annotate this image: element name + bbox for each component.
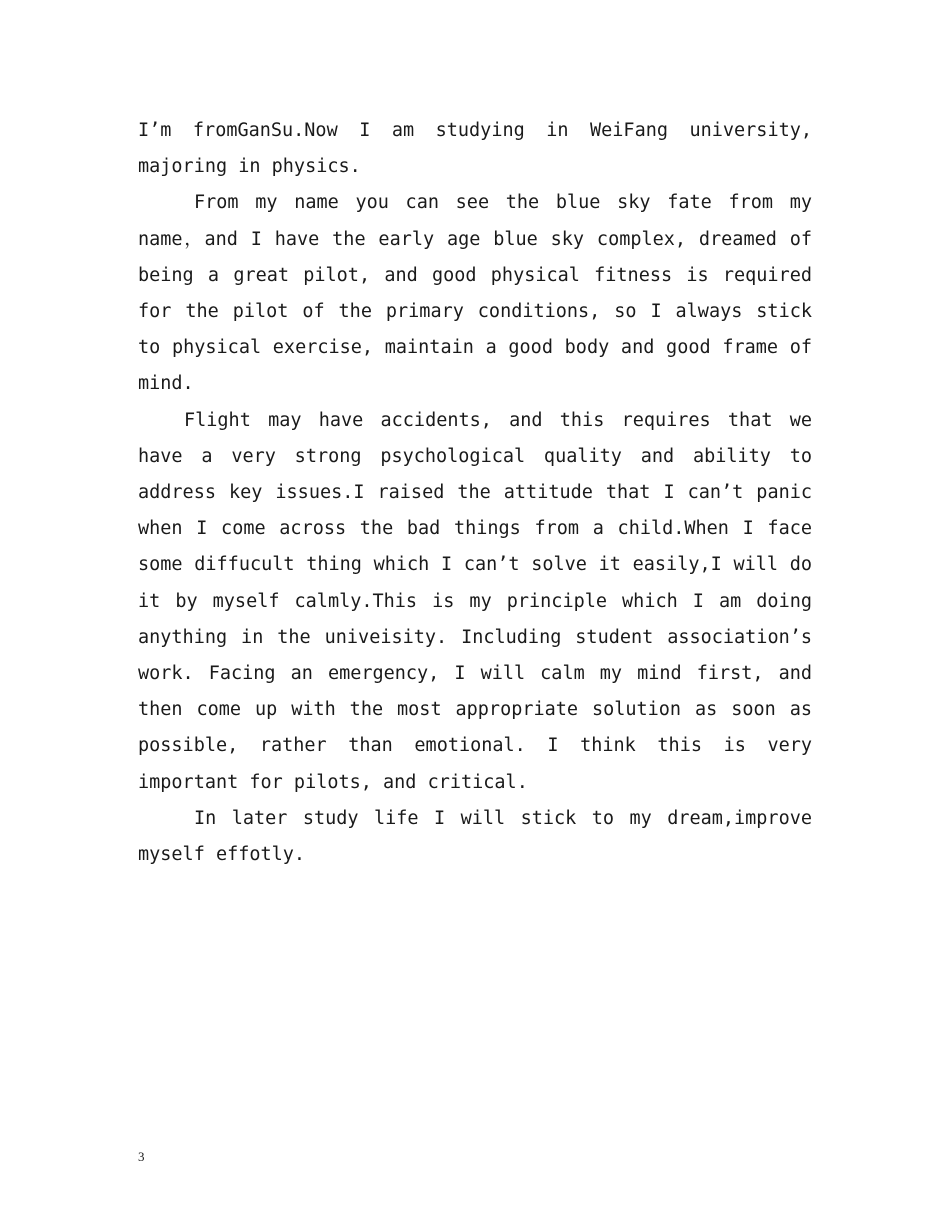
paragraph-psychological-quality: Flight may have accidents, and this requires that we have a very strong psychological quality and ability to address key issues.I raised the attitude that I can’t panic when I come across the bad things from a child.When I face some diffucult thing which I can’t solve it easily,I will do it by myself calmly.This is my principle which I am doing anything in the univeisity. Including student association’s work. Facing an emergency, I will calm my mind first, and then come up with the most appropriate solution as soon as possible, rather than emotional. I think this is very important for pilots, and critical. [138,409,812,793]
document-body [138,113,812,873]
paragraph-hometown: I’m fromGanSu.Now I am studying in WeiFang university, majoring in physics. [138,120,812,178]
paragraph-future-study: In later study life I will stick to my dream,improve myself effotly. [138,807,812,866]
paragraph-pilot-dream: From my name you can see the blue sky fate from my name，and I have the early age blue sky complex, dreamed of being a great pilot, and good physical fitness is required for the pilot of the primary conditions, so I always stick to physical exercise, maintain a good body and good frame of mind. [138,192,812,395]
page-number: 3 [138,1149,145,1164]
